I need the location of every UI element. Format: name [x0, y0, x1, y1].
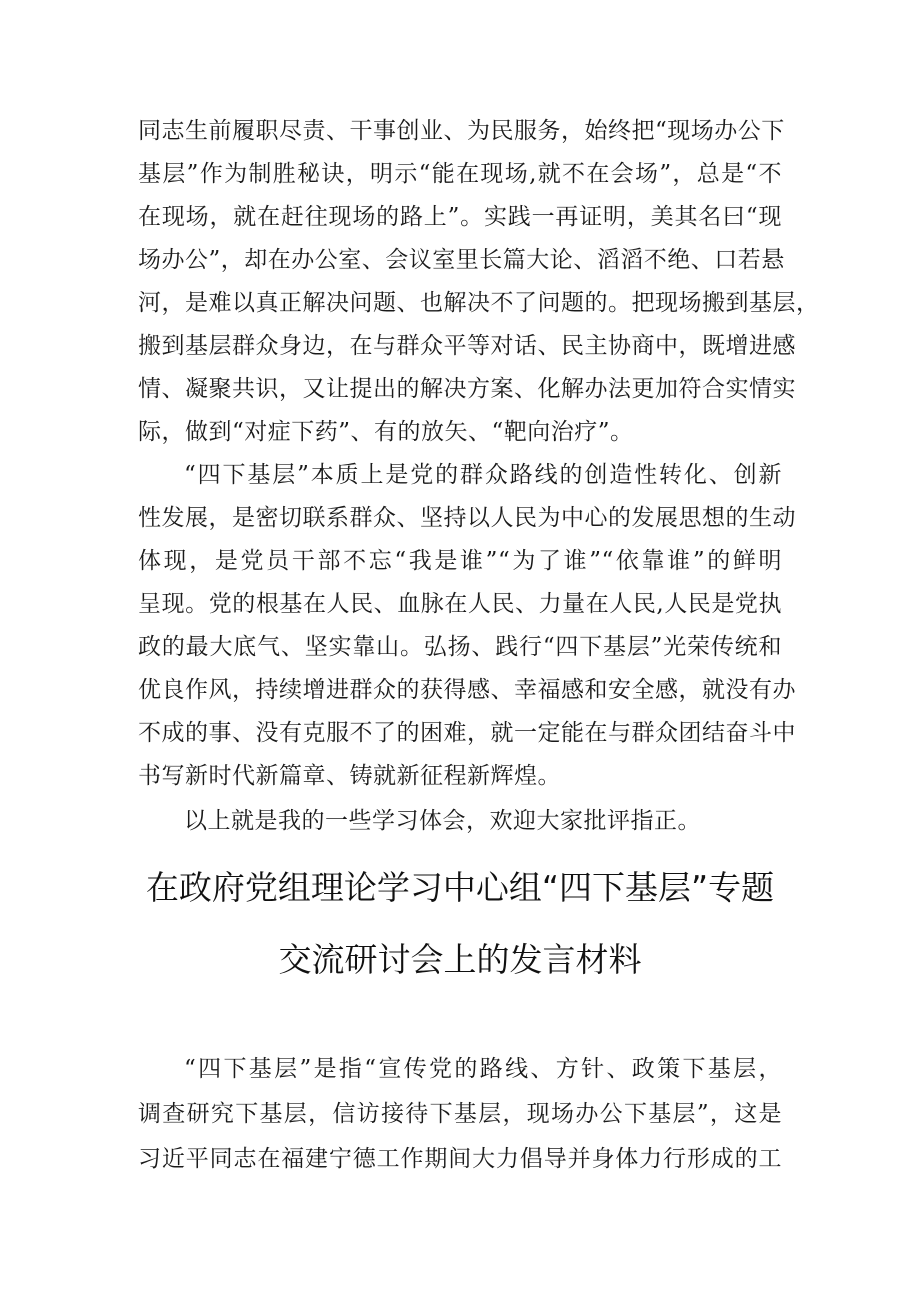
text-line: 体现，是党员干部不忘“我是谁”“为了谁”“依靠谁”的鲜明 [138, 548, 782, 574]
title-line: 交流研讨会上的发言材料 [278, 940, 642, 979]
text-line: 同志生前履职尽责、干事创业、为民服务，始终把“现场办公下 [138, 118, 785, 144]
text-line: 搬到基层群众身边，在与群众平等对话、民主协商中，既增进感 [138, 333, 796, 359]
text-line: 场办公”，却在办公室、会议室里长篇大论、滔滔不绝、口若悬 [138, 247, 785, 273]
text-line: 优良作风，持续增进群众的获得感、幸福感和安全感，就没有办 [138, 677, 796, 703]
title-line: 在政府党组理论学习中心组“四下基层”专题 [145, 868, 775, 907]
text-line: 际，做到“对症下药”、有的放矢、“靶向治疗”。 [138, 419, 634, 445]
text-line: 以上就是我的一些学习体会，欢迎大家批评指正。 [184, 808, 701, 834]
text-line: “四下基层”本质上是党的群众路线的创造性转化、创新 [184, 462, 782, 488]
text-line: 不成的事、没有克服不了的困难，就一定能在与群众团结奋斗中 [138, 720, 796, 746]
text-line: 习近平同志在福建宁德工作期间大力倡导并身体力行形成的工 [138, 1146, 782, 1172]
text-line: 政的最大底气、坚实靠山。弘扬、践行“四下基层”光荣传统和 [138, 634, 782, 660]
text-line: 基层”作为制胜秘诀，明示“能在现场,就不在会场”，总是“不 [138, 161, 782, 187]
text-line: 河，是难以真正解决问题、也解决不了问题的。把现场搬到基层， [138, 290, 820, 316]
text-line: 性发展，是密切联系群众、坚持以人民为中心的发展思想的生动 [138, 505, 796, 531]
text-line: 书写新时代新篇章、铸就新征程新辉煌。 [138, 763, 561, 789]
text-line: 情、凝聚共识，又让提出的解决方案、化解办法更加符合实情实 [138, 376, 796, 402]
text-line: 呈现。党的根基在人民、血脉在人民、力量在人民,人民是党执 [138, 591, 782, 617]
text-line: 调查研究下基层，信访接待下基层，现场办公下基层”，这是 [138, 1101, 782, 1127]
text-line: “四下基层”是指“宣传党的路线、方针、政策下基层， [184, 1056, 782, 1082]
text-line: 在现场，就在赶往现场的路上”。实践一再证明，美其名曰“现 [138, 204, 782, 230]
